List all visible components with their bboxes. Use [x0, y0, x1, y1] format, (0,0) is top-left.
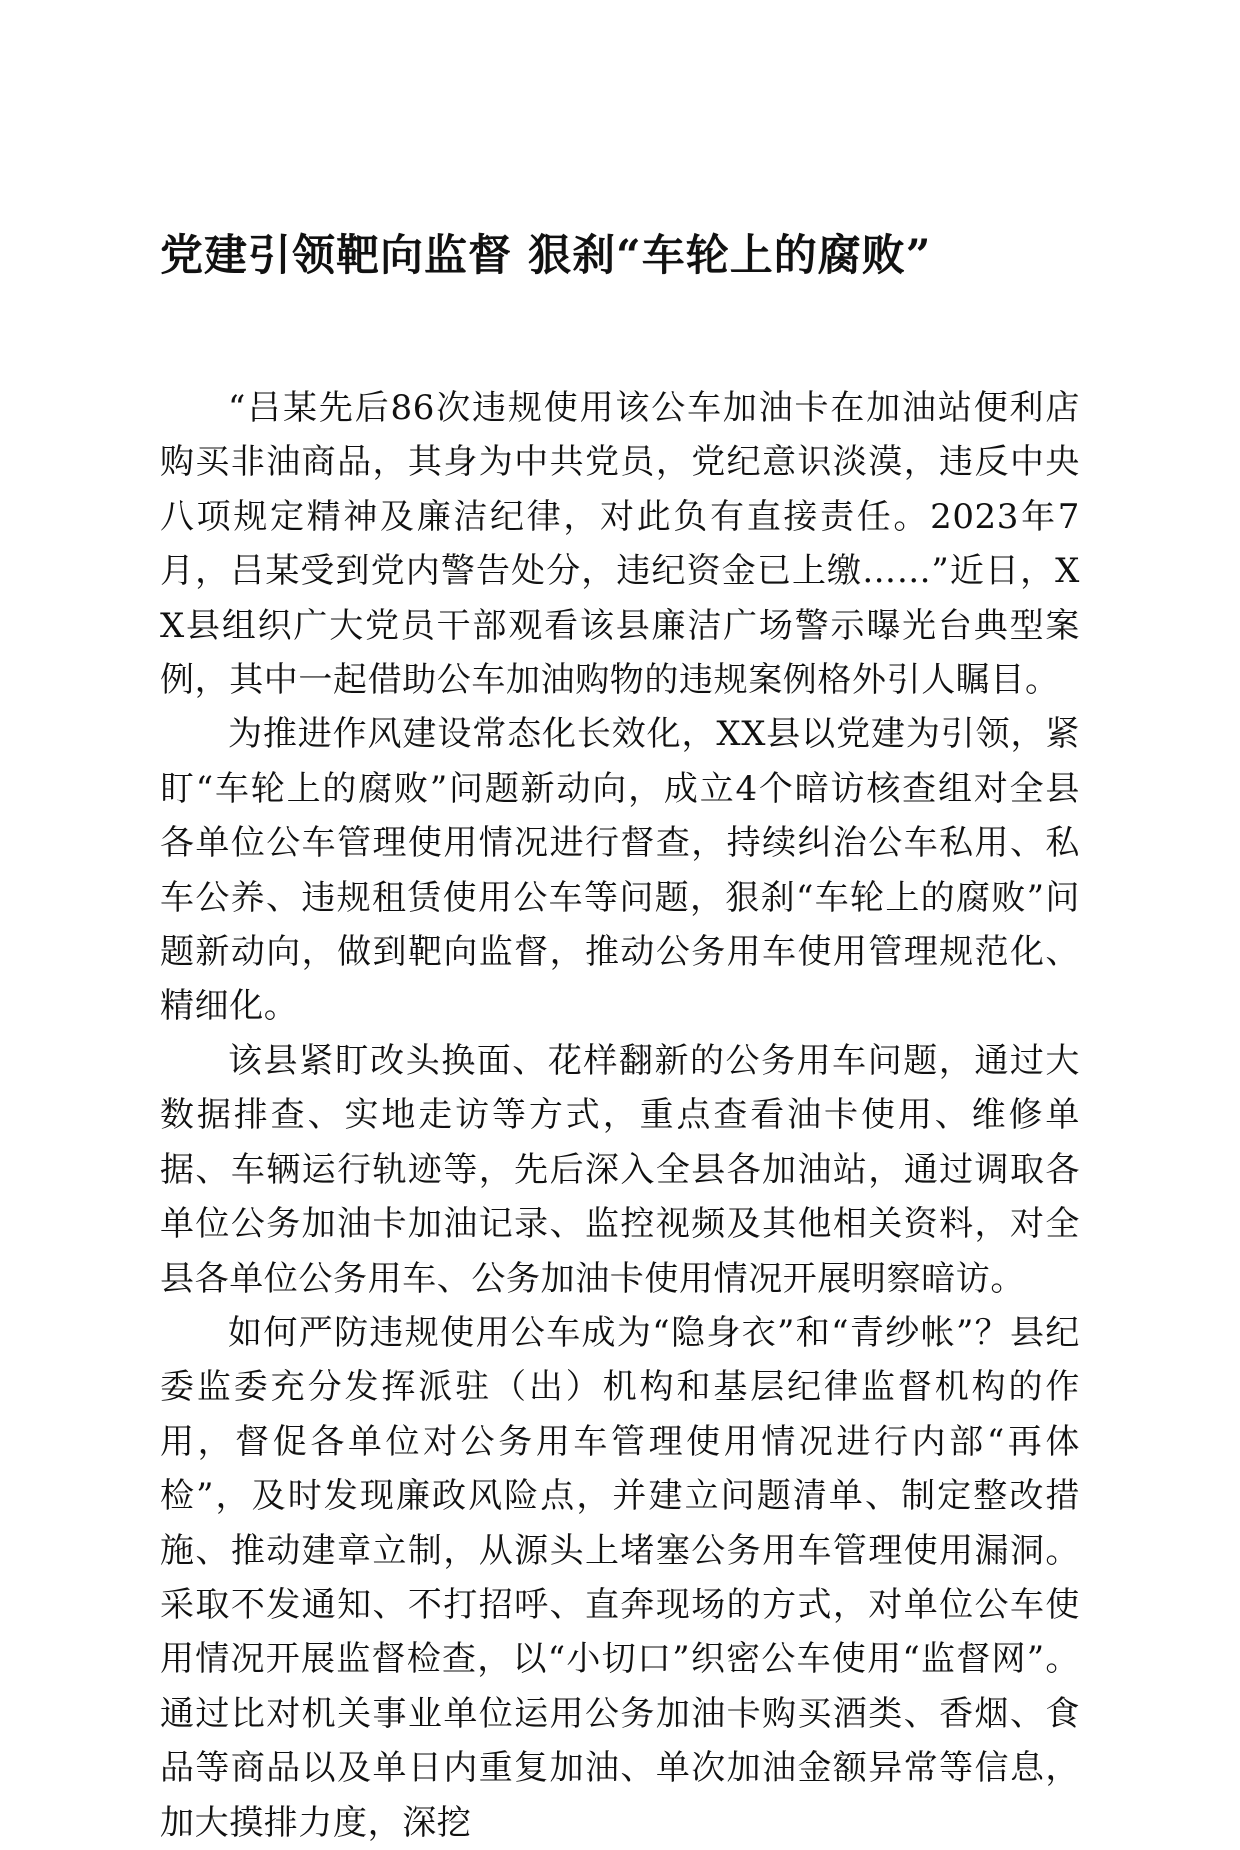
paragraph-big-data-checks: 该县紧盯改头换面、花样翻新的公务用车问题，通过大数据排查、实地走访等方式，重点查看油卡使用、维修单据、车辆运行轨迹等，先后深入全县各加油站，通过调取各单位公务加油卡加油记录、监控视频及其他相关资料，对全县各单位公务用车、公务加油卡使用情况开展明察暗访。 [160, 1040, 1080, 1299]
paragraph-inspection-teams: 为推进作风建设常态化长效化，XX县以党建为引领，紧盯“车轮上的腐败”问题新动向，成立4个暗访核查组对全县各单位公车管理使用情况进行督查，持续纠治公车私用、私车公养、违规租赁使用公车等问题，狠刹“车轮上的腐败”问题新动向，做到靶向监督，推动公务用车使用管理规范化、精细化。 [160, 714, 1080, 1027]
document-title: 党建引领靶向监督 狠刹“车轮上的腐败” [160, 231, 932, 281]
paragraph-supervision-measures: 如何严防违规使用公车成为“隐身衣”和“青纱帐”？县纪委监委充分发挥派驻（出）机构和基层纪律监督机构的作用，督促各单位对公务用车管理使用情况进行内部“再体检”，及时发现廉政风险点，并建立问题清单、制定整改措施、推动建章立制，从源头上堵塞公务用车管理使用漏洞。采取不发通知、不打招呼、直奔现场的方式，对单位公车使用情况开展监督检查，以“小切口”织密公车使用“监督网”。通过比对机关事业单位运用公务加油卡购买酒类、香烟、食品等商品以及单日内重复加油、单次加油金额异常等信息，加大摸排力度，深挖 [160, 1312, 1080, 1843]
document-body [160, 381, 1080, 1850]
paragraph-case-intro: “吕某先后86次违规使用该公车加油卡在加油站便利店购买非油商品，其身为中共党员，党纪意识淡漠，违反中央八项规定精神及廉洁纪律，对此负有直接责任。2023年7月，吕某受到党内警告处分，违纪资金已上缴……”近日，XX县组织广大党员干部观看该县廉洁广场警示曝光台典型案例，其中一起借助公车加油购物的违规案例格外引人瞩目。 [160, 388, 1080, 701]
